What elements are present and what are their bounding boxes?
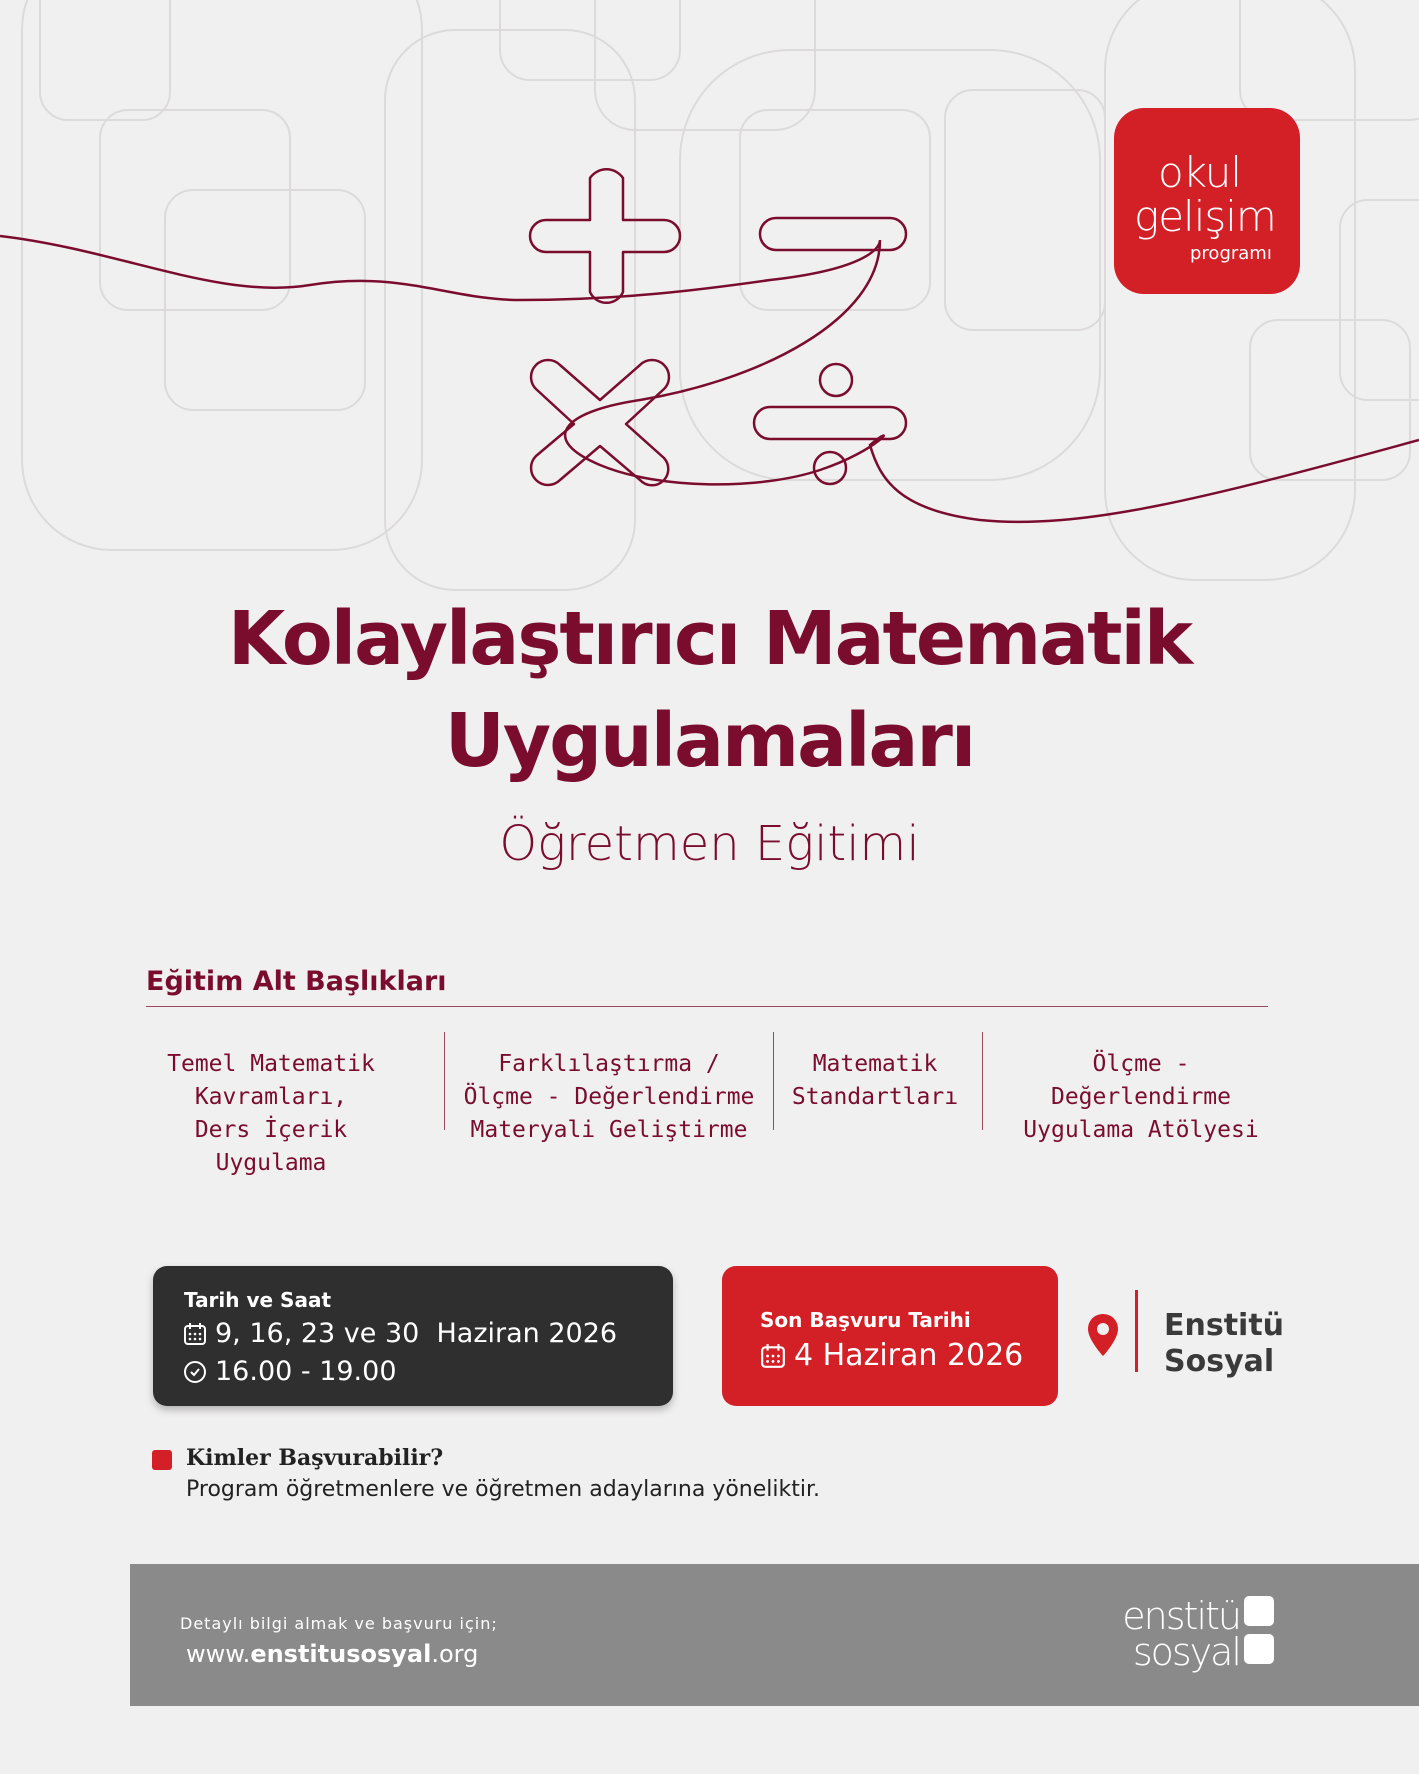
logo-text-okul: okul (1158, 148, 1242, 197)
page-subtitle: Öğretmen Eğitimi (499, 816, 920, 872)
page-title-line2: Uygulamaları (444, 698, 975, 784)
website-link-prefix: www. (186, 1640, 251, 1668)
deadline-date: 4 Haziran 2026 (794, 1338, 1024, 1373)
logo-square-icon (1244, 1634, 1274, 1664)
topic-item-1: Temel Matematik Kavramları, Ders İçerik Uygulama (167, 1051, 375, 1176)
background-pattern (0, 0, 1419, 620)
schedule-card (153, 1266, 673, 1406)
logo-text-gelisim: gelişim (1134, 192, 1276, 241)
footer (130, 1564, 1419, 1706)
topics-divider (146, 1006, 1268, 1007)
schedule-dates: 9, 16, 23 ve 30 Haziran 2026 (215, 1318, 618, 1349)
location-name: Enstitü Sosyal (1164, 1308, 1285, 1379)
page-title-line1: Kolaylaştırıcı Matematik (227, 596, 1192, 682)
schedule-time-row (183, 1356, 397, 1387)
eligibility-text: Program öğretmenlere ve öğretmen adaylarına yöneliktir. (186, 1477, 821, 1502)
deadline-label: Son Başvuru Tarihi (760, 1308, 971, 1332)
deadline-card (722, 1266, 1058, 1406)
logo-text-programi: programı (1190, 243, 1272, 264)
calendar-icon (183, 1322, 207, 1346)
website-link[interactable] (186, 1640, 478, 1668)
footer-info-text: Detaylı bilgi almak ve başvuru için; (180, 1614, 498, 1633)
topic-item-4: Ölçme - Değerlendirme Uygulama Atölyesi (1023, 1051, 1259, 1143)
topic-divider (444, 1032, 445, 1130)
schedule-dates-row (183, 1318, 617, 1349)
okul-gelisim-logo (1114, 108, 1300, 294)
topic-item-3: Matematik Standartları (791, 1051, 959, 1110)
schedule-time: 16.00 - 19.00 (215, 1356, 397, 1387)
website-link-suffix: .org (431, 1640, 479, 1668)
topic-divider (773, 1032, 774, 1130)
topics-heading: Eğitim Alt Başlıkları (146, 966, 447, 997)
schedule-label: Tarih ve Saat (184, 1288, 332, 1312)
clock-icon (183, 1360, 207, 1384)
location-divider (1135, 1290, 1138, 1372)
topic-divider (982, 1032, 983, 1130)
eligibility-heading: Kimler Başvurabilir? (186, 1445, 444, 1471)
bullet-square-icon (152, 1450, 172, 1470)
deadline-date-row (760, 1338, 1023, 1373)
calendar-icon (760, 1343, 786, 1369)
enstitu-sosyal-logo-text: enstitü sosyal (1122, 1594, 1240, 1674)
logo-square-icon (1244, 1596, 1274, 1626)
location-pin-icon (1086, 1312, 1120, 1358)
topic-item-2: Farklılaştırma / Ölçme - Değerlendirme Materyali Geliştirme (463, 1051, 755, 1143)
website-link-domain: enstitusosyal (250, 1640, 432, 1668)
